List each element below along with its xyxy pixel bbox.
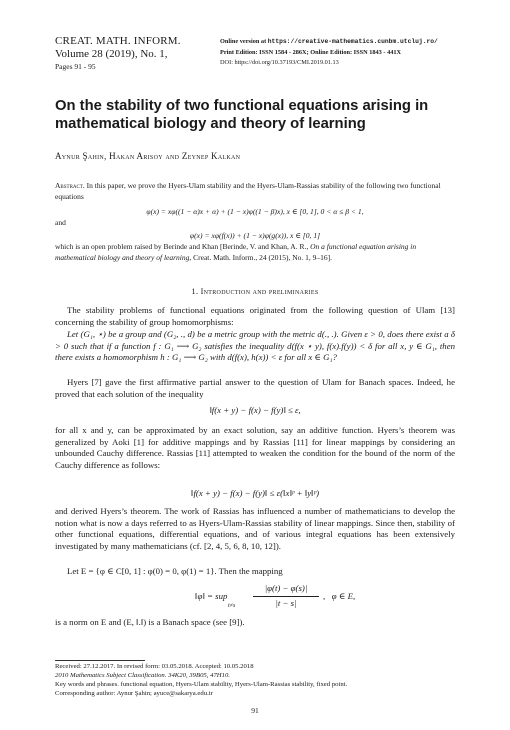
abstract-citation: which is an open problem raised by Berinde and Khan [Berinde, V. and Khan, A. R., On a functional equation arising in mathematical biology and theory of learning, Creat. Math. Inform., 24 (2015), No. 1, 9–16].	[55, 242, 417, 262]
paragraph-1: The stability problems of functional equations originated from the following question of Ulam [13] concerning the stability of group homomorphisms:	[55, 305, 455, 327]
equation-5	[195, 582, 435, 612]
volume-line: Volume 28 (2019), No. 1,	[55, 48, 168, 60]
footnote-rule	[55, 660, 145, 661]
equation-4: ‖f(x + y) − f(x) − f(y)‖ ≤ ε(‖x‖ᵖ + ‖y‖ᵖ)	[190, 488, 320, 498]
eq5-lhs: ‖φ‖ = sup	[195, 591, 228, 601]
publication-info	[220, 37, 480, 69]
paragraph-3: for all x and y, can be approximated by an exact solution, say an additive function. Hyers’s theorem was generalized by Aoki [1] for additive mappings and by Rassias [11] for linear mappings by considering an unbounded Cauchy difference. Rassias [11] attempted to weaken the condition for the bound of the norm of the Cauchy difference as follows:	[55, 425, 455, 471]
equation-1: φ(x) = xφ((1 − α)x + α) + (1 − x)φ((1 − β)x), x ∈ [0, 1], 0 < α ≤ β < 1,	[146, 207, 364, 216]
page-range: Pages 91 - 95	[55, 62, 96, 71]
online-url[interactable]: https://creative-mathematics.cunbm.utcluj.ro/	[267, 38, 438, 45]
eq5-denominator: |t − s|	[275, 598, 297, 608]
journal-header	[55, 35, 225, 72]
doi-link[interactable]: DOI: https://doi.org/10.37193/CMI.2019.01.13	[220, 59, 339, 66]
journal-name: CREAT. MATH. INFORM.	[55, 35, 181, 47]
abstract-label: Abstract.	[55, 181, 85, 190]
section-heading: 1. Introduction and preliminaries	[191, 287, 319, 296]
footnote-keywords: Key words and phrases. functional equation, Hyers-Ulam stability, Hyers-Ulam-Rassias stability, fixed point.	[55, 681, 348, 688]
equation-3: ‖f(x + y) − f(x) − f(y)‖ ≤ ε,	[209, 405, 301, 415]
eq5-numerator: |φ(t) − φ(s)|	[264, 583, 308, 593]
fraction-bar	[253, 596, 319, 597]
paragraph-2: Hyers [7] gave the first affirmative partial answer to the question of Ulam for Banach spaces. Indeed, he proved that each solution of the inequality	[55, 377, 455, 399]
eq5-tail: , φ ∈ E,	[323, 591, 356, 601]
footnote-corresponding: Corresponding author: Aynur Şahin; ayuce@sakarya.edu.tr	[55, 690, 213, 697]
footnote-received: Received: 27.12.2017. In revised form: 03.05.2018. Accepted: 10.05.2018	[55, 663, 254, 670]
paper-title: On the stability of two functional equations arising in mathematical biology and theory of learning	[55, 98, 429, 132]
and-connector: and	[55, 218, 66, 227]
page-number: 91	[251, 706, 259, 715]
issn-line: Print Edition: ISSN 1584 - 286X; Online Edition: ISSN 1843 - 441X	[220, 48, 402, 56]
ulam-question: Let (G₁, ⋆) be a group and (G₂, ., d) be a metric group with the metric d(., .). Given ε > 0, does there exist a δ > 0 such that if a function f : G₁ ⟶ G₂ satisfies the inequality d(f(x ⋆ y), f(x).f(y)) < δ for all x, y ∈ G₁, then there exists a homomorphism h : G₁ ⟶ G₂ with d(f(x), h(x)) < ε for all x ∈ G₁?	[55, 329, 455, 363]
paragraph-6: is a norm on E and (E, ‖.‖) is a Banach space (see [9]).	[55, 617, 245, 627]
equation-2: φ(x) = xφ(f(x)) + (1 − x)φ(g(x)), x ∈ [0, 1]	[189, 231, 321, 240]
online-version: Online version at https://creative-mathematics.cunbm.utcluj.ro/	[220, 38, 438, 45]
author-list: Aynur Şahin, Hakan Arisoy and Zeynep Kalkan	[55, 151, 241, 161]
eq5-subscript: t≠s	[228, 603, 236, 609]
footnote-msc: 2010 Mathematics Subject Classification. 34K20, 39B05, 47H10.	[55, 672, 230, 679]
paragraph-4: and derived Hyers’s theorem. The work of Rassias has influenced a number of mathematicians to develop the notion what is now a days referred to as Hyers-Ulam-Rassias stability of linear mappings. Since then, stability of other functional equations, differential equations, and of various integral equations has been extensively investigated by many mathematicians (cf. [2, 4, 5, 6, 8, 10, 12]).	[55, 506, 455, 552]
abstract: Abstract. In this paper, we prove the Hyers-Ulam stability and the Hyers-Ulam-Rassias stability of the following two functional equations	[55, 181, 441, 201]
paragraph-5: Let E = {φ ∈ C[0, 1] : φ(0) = 0, φ(1) = 1}. Then the mapping	[67, 566, 283, 576]
